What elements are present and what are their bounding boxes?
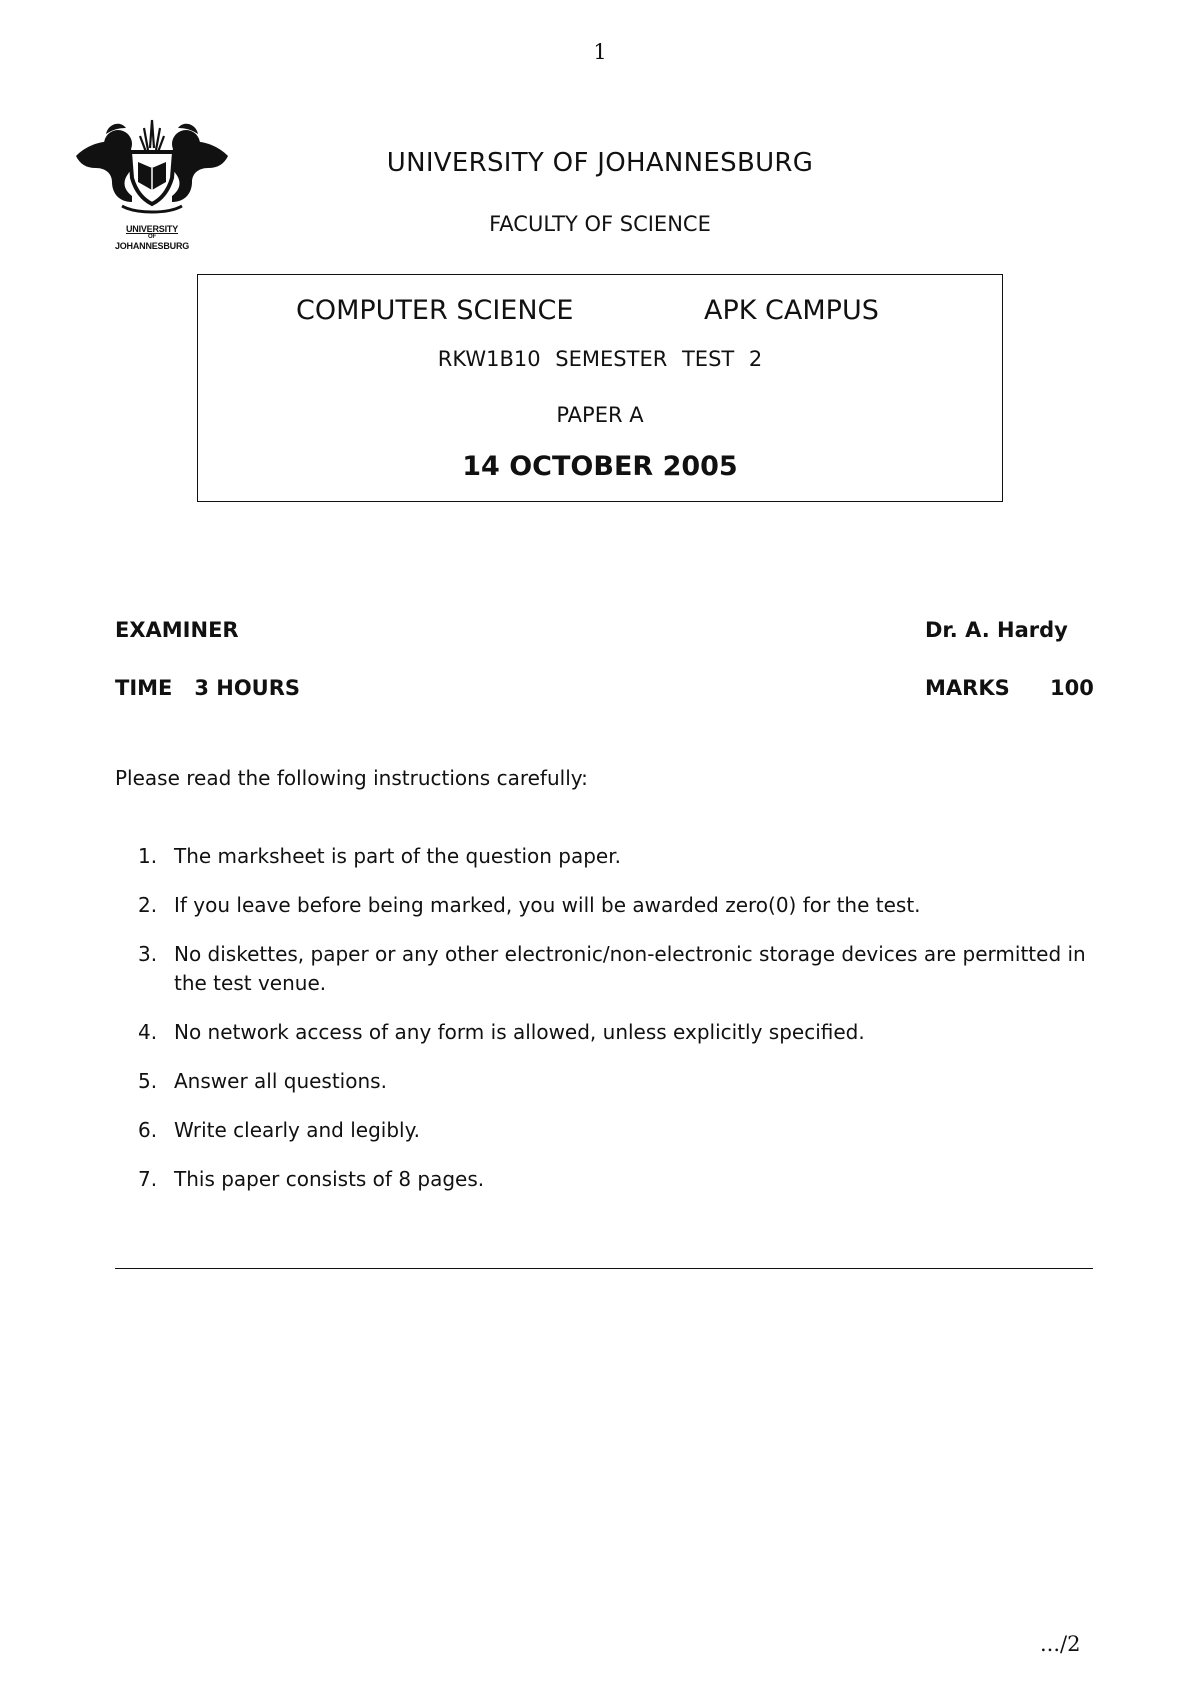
list-item: [138, 891, 1098, 920]
time-value: 3 HOURS: [194, 676, 301, 700]
list-item: [138, 1116, 1098, 1145]
test-name: SEMESTER TEST 2: [555, 347, 763, 371]
item-text: If you leave before being marked, you will be awarded zero(0) for the test.: [174, 893, 921, 917]
department-name: COMPUTER SCIENCE: [296, 295, 574, 326]
marks-value: 100: [1050, 676, 1094, 700]
item-number: 1.: [138, 844, 158, 868]
examiner-name: Dr. A. Hardy: [925, 618, 1068, 642]
item-number: 3.: [138, 942, 158, 966]
logo-text-johannesburg: JOHANNESBURG: [114, 241, 190, 251]
item-text: No diskettes, paper or any other electronic/non-electronic storage devices are permitted in the test venue.: [174, 942, 1086, 995]
examiner-label: EXAMINER: [115, 618, 239, 642]
page-number: 1: [593, 40, 607, 64]
marks-label: MARKS: [925, 676, 1010, 700]
university-logo: [72, 118, 232, 258]
instructions-list: [138, 842, 1098, 1214]
module-test-line: [198, 347, 1002, 371]
item-number: 5.: [138, 1069, 158, 1093]
module-code: RKW1B10: [437, 347, 541, 371]
time-label: TIME: [115, 676, 173, 700]
time-group: [115, 676, 300, 700]
item-number: 2.: [138, 893, 158, 917]
logo-text-university: UNIVERSITY: [125, 224, 178, 234]
exam-date: 14 OCTOBER 2005: [462, 451, 738, 482]
campus-name: APK CAMPUS: [704, 295, 879, 326]
title-box: [197, 274, 1003, 502]
list-item: [138, 842, 1098, 871]
logo-text-of: OF: [148, 234, 156, 240]
item-text: No network access of any form is allowed, unless explicitly specified.: [174, 1020, 865, 1044]
list-item: [138, 1018, 1098, 1047]
item-text: Answer all questions.: [174, 1069, 387, 1093]
item-number: 7.: [138, 1167, 158, 1191]
item-text: The marksheet is part of the question paper.: [174, 844, 621, 868]
item-text: Write clearly and legibly.: [174, 1118, 420, 1142]
next-page-indicator: .../2: [1040, 1632, 1081, 1656]
item-number: 4.: [138, 1020, 158, 1044]
list-item: [138, 1165, 1098, 1194]
item-number: 6.: [138, 1118, 158, 1142]
faculty-title: FACULTY OF SCIENCE: [489, 212, 711, 236]
list-item: [138, 1067, 1098, 1096]
item-text: This paper consists of 8 pages.: [174, 1167, 485, 1191]
paper-label: PAPER A: [556, 403, 644, 427]
list-item: [138, 940, 1098, 998]
instructions-intro: Please read the following instructions carefully:: [115, 766, 588, 790]
university-title: UNIVERSITY OF JOHANNESBURG: [386, 148, 814, 178]
horizontal-divider: [115, 1268, 1093, 1269]
